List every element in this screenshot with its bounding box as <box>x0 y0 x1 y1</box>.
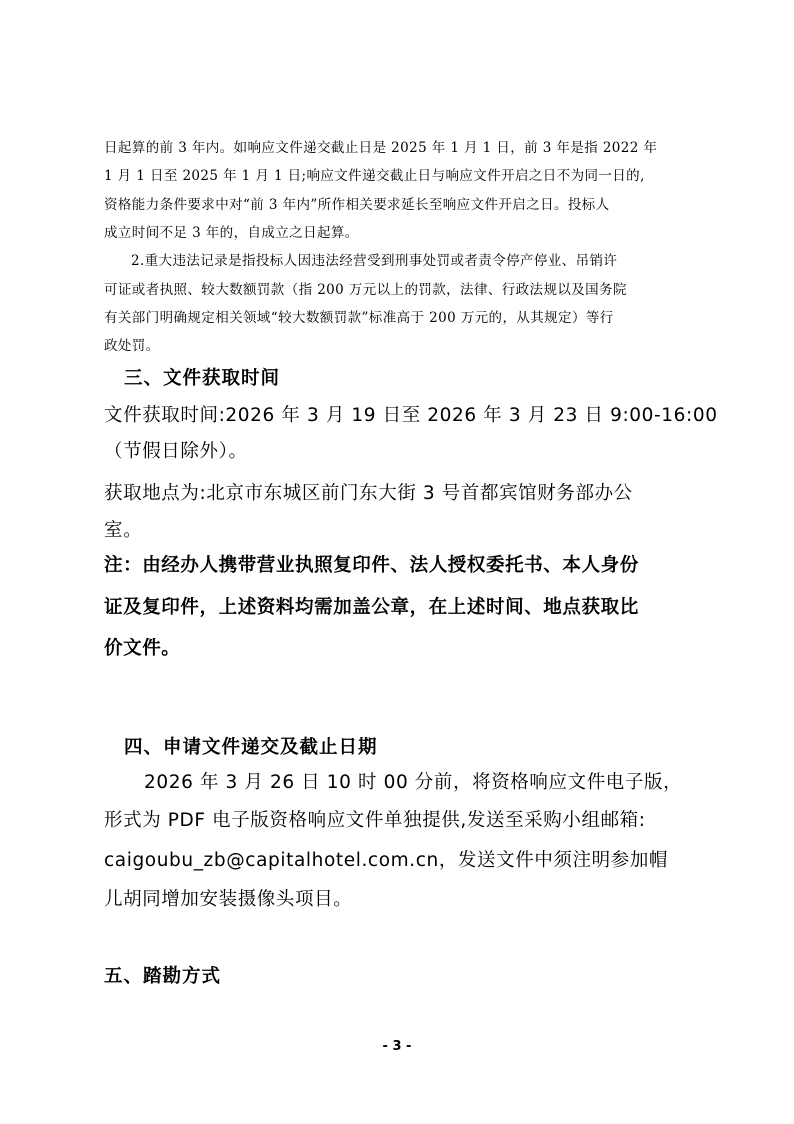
note-line-2: 1 月 1 日至 2025 年 1 月 1 日;响应文件递交截止日与响应文件开启之日不为同一日的, <box>104 168 645 184</box>
section-4-line-4: 儿胡同增加安装摄像头项目。 <box>104 889 353 910</box>
section-3-note-line-1: 注：由经办人携带营业执照复印件、法人授权委托书、本人身份 <box>104 555 639 576</box>
section-3-line-1: 文件获取时间:2026 年 3 月 19 日至 2026 年 3 月 23 日 9:00-16:00 <box>104 405 718 426</box>
note-line-3: 资格能力条件要求中对“前 3 年内”所作相关要求延长至响应文件开启之日。投标人 <box>104 197 610 213</box>
section-3-note-line-2: 证及复印件，上述资料均需加盖公章，在上述时间、地点获取比 <box>104 597 639 618</box>
note-line-1: 日起算的前 3 年内。如响应文件递交截止日是 2025 年 1 月 1 日，前 3 年是指 2022 年 <box>104 140 658 156</box>
section-4-heading: 四、申请文件递交及截止日期 <box>124 737 378 758</box>
section-3-heading: 三、文件获取时间 <box>124 368 281 389</box>
section-3-line-2: （节假日除外）。 <box>104 441 248 462</box>
page-number: - 3 - <box>382 1039 412 1054</box>
section-3-note-line-3: 价文件。 <box>104 638 181 659</box>
note-line-5: 2.重大违法记录是指投标人因违法经营受到刑事处罚或者责令停产停业、吊销许 <box>131 253 618 269</box>
note-line-8: 政处罚。 <box>104 338 160 354</box>
section-5-heading: 五、踏勘方式 <box>104 966 222 987</box>
note-line-4: 成立时间不足 3 年的，自成立之日起算。 <box>104 225 359 241</box>
section-4-line-2: 形式为 PDF 电子版资格响应文件单独提供,发送至采购小组邮箱: <box>104 810 646 831</box>
section-4-line-1: 2026 年 3 月 26 日 10 时 00 分前，将资格响应文件电子版， <box>144 772 683 793</box>
note-line-6: 可证或者执照、较大数额罚款（指 200 万元以上的罚款，法律、行政法规以及国务院 <box>104 282 627 298</box>
section-4-line-3: caigoubu_zb@capitalhotel.com.cn，发送文件中须注明参加帽 <box>104 850 669 871</box>
section-3-line-4: 室。 <box>104 520 143 541</box>
note-line-7: 有关部门明确规定相关领域“较大数额罚款”标准高于 200 万元的，从其规定）等行 <box>104 310 614 326</box>
section-3-line-3: 获取地点为:北京市东城区前门东大街 3 号首都宾馆财务部办公 <box>104 483 633 504</box>
